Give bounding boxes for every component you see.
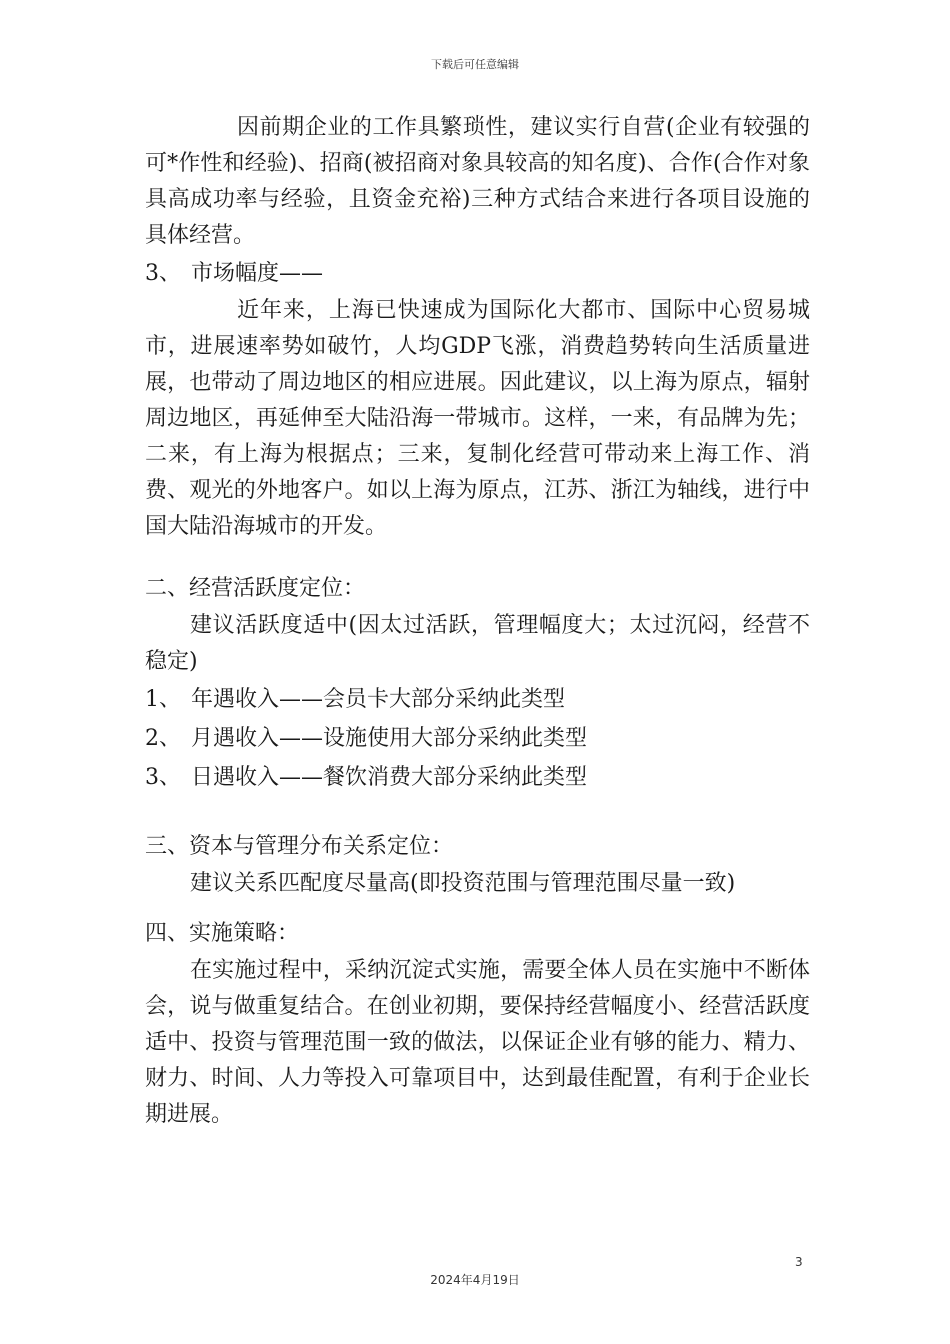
section-heading-activity: 二、经营活跃度定位： [145, 576, 366, 601]
page-footer-date: 2024年4月19日 [430, 1273, 520, 1287]
list-item-text: 日遇收入——餐饮消费大部分采纳此类型 [191, 765, 588, 790]
list-item-text: 市场幅度—— [191, 261, 324, 286]
list-item-number: 3、 [145, 261, 181, 286]
list-item [145, 680, 810, 719]
page-header: 下载后可任意编辑 [431, 58, 519, 71]
section-heading-capital: 三、资本与管理分布关系定位： [145, 834, 454, 859]
management-paragraph: 因前期企业的工作具繁琐性，建议实行自营(企业有较强的可*作性和经验)、招商(被招商对象具较高的知名度)、合作(合作对象具高成功率与经验，且资金充裕)三种方式结合来进行各项目设施的具体经营。 [145, 115, 810, 248]
list-item-market-scope [145, 254, 810, 293]
list-item-text: 年遇收入——会员卡大部分采纳此类型 [191, 687, 566, 712]
strategy-paragraph: 在实施过程中，采纳沉淀式实施，需要全体人员在实施中不断体会，说与做重复结合。在创业初期，要保持经营幅度小、经营活跃度适中、投资与管理范围一致的做法，以保证企业有够的能力、精力、财力、时间、人力等投入可靠项目中，达到最佳配置，有利于企业长期进展。 [145, 958, 810, 1127]
list-item [145, 758, 810, 797]
page-number: 3 [795, 1255, 803, 1269]
market-paragraph: 近年来，上海已快速成为国际化大都市、国际中心贸易城市，进展速率势如破竹，人均GDP飞涨，消费趋势转向生活质量进展，也带动了周边地区的相应进展。因此建议，以上海为原点，辐射周边地区，再延伸至大陆沿海一带城市。这样，一来，有品牌为先；二来，有上海为根据点；三来，复制化经营可带动来上海工作、消费、观光的外地客户。如以上海为原点，江苏、浙江为轴线，进行中国大陆沿海城市的开发。 [145, 298, 810, 539]
list-item-number: 2、 [145, 726, 181, 751]
capital-paragraph: 建议关系匹配度尽量高(即投资范围与管理范围尽量一致) [190, 871, 736, 896]
section-heading-strategy: 四、实施策略： [145, 921, 300, 946]
list-item [145, 719, 810, 758]
list-item-text: 月遇收入——设施使用大部分采纳此类型 [191, 726, 588, 751]
activity-paragraph: 建议活跃度适中(因太过活跃，管理幅度大；太过沉闷，经营不稳定) [145, 613, 810, 674]
list-item-number: 3、 [145, 765, 181, 790]
document-body [145, 110, 810, 1133]
list-item-number: 1、 [145, 687, 181, 712]
